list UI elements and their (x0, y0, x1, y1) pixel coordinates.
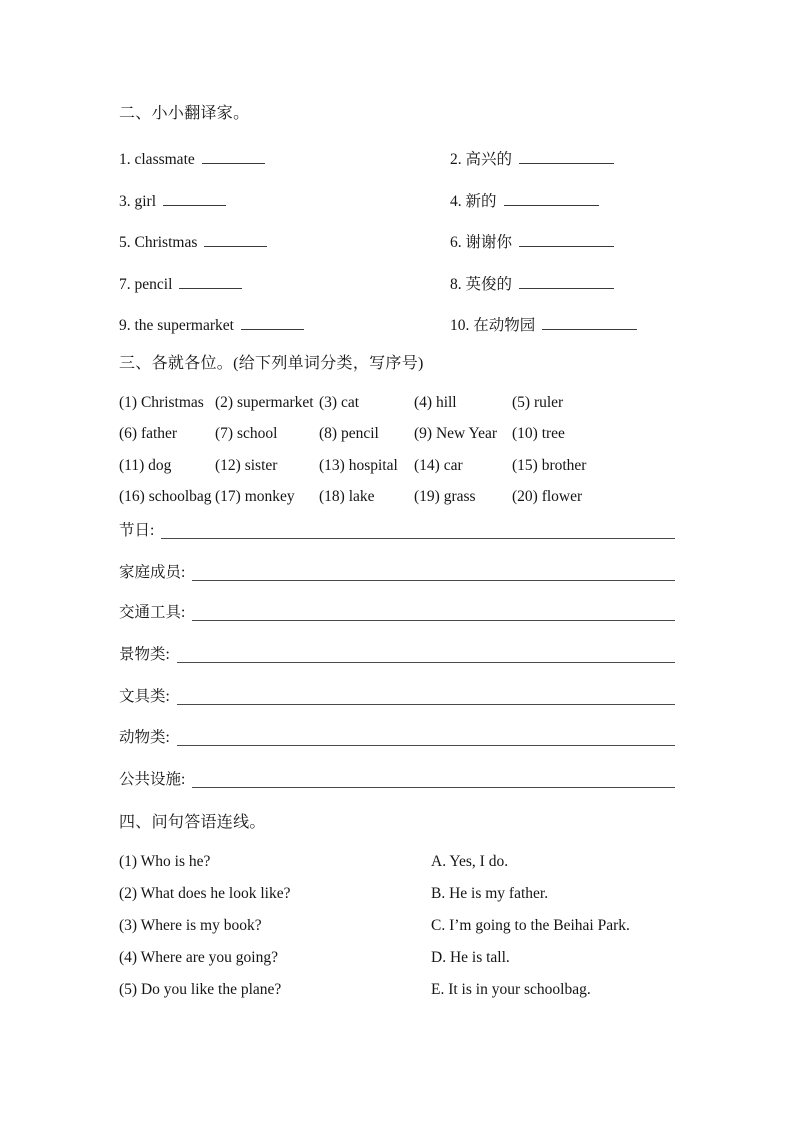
category-label: 景物类: (119, 646, 170, 663)
word-row (119, 425, 675, 443)
answer-rule-line (192, 770, 675, 788)
category-row (119, 728, 675, 748)
blank-line (519, 233, 614, 247)
answer-rule-line (192, 603, 675, 621)
category-label: 节日: (119, 522, 155, 539)
translation-item-label: 3. girl (119, 193, 157, 210)
translation-item (450, 150, 614, 169)
translation-item-label: 10. 在动物园 (450, 317, 536, 334)
matching-question: (2) What does he look like? (119, 885, 291, 902)
translation-item (119, 276, 242, 293)
word-row (119, 394, 675, 412)
blank-line (202, 150, 265, 164)
word-item: (8) pencil (319, 425, 379, 442)
blank-line (241, 316, 304, 330)
translation-row (119, 275, 675, 293)
translation-item-label: 6. 谢谢你 (450, 234, 513, 251)
translation-item (119, 151, 265, 168)
matching-answer: C. I’m going to the Beihai Park. (431, 917, 630, 934)
translation-item (450, 275, 614, 294)
category-label: 文具类: (119, 688, 170, 705)
category-label: 家庭成员: (119, 564, 186, 581)
word-item: (12) sister (215, 457, 278, 474)
matching-answer: A. Yes, I do. (431, 853, 509, 870)
section-classify-title: 三、各就各位。(给下列单词分类，写序号) (119, 355, 424, 372)
answer-rule-line (192, 563, 675, 581)
word-item: (14) car (414, 457, 463, 474)
matching-row (119, 853, 675, 871)
word-item: (5) ruler (512, 394, 564, 411)
matching-question: (1) Who is he? (119, 853, 211, 870)
word-item: (7) school (215, 425, 278, 442)
blank-line (204, 233, 267, 247)
category-label: 动物类: (119, 729, 170, 746)
blank-line (163, 192, 226, 206)
word-row (119, 488, 675, 506)
translation-item (119, 234, 267, 251)
word-item: (6) father (119, 425, 178, 442)
word-item: (20) flower (512, 488, 583, 505)
matching-row (119, 917, 675, 935)
section-matching-title: 四、问句答语连线。 (119, 814, 266, 831)
translation-row (119, 192, 675, 210)
translation-item-label: 9. the supermarket (119, 317, 234, 334)
answer-rule-line (177, 645, 675, 663)
translation-item-label: 2. 高兴的 (450, 151, 513, 168)
answer-rule-line (161, 521, 675, 539)
word-item: (15) brother (512, 457, 587, 474)
word-item: (17) monkey (215, 488, 295, 505)
word-item: (9) New Year (414, 425, 498, 442)
blank-line (519, 150, 614, 164)
category-row (119, 645, 675, 665)
word-item: (13) hospital (319, 457, 398, 474)
matching-question: (5) Do you like the plane? (119, 981, 282, 998)
category-row (119, 563, 675, 583)
translation-item-label: 7. pencil (119, 276, 173, 293)
word-row (119, 457, 675, 475)
translation-item (450, 233, 614, 252)
translation-item-label: 5. Christmas (119, 234, 198, 251)
matching-row (119, 949, 675, 967)
translation-item-label: 4. 新的 (450, 193, 497, 210)
category-row (119, 687, 675, 707)
translation-row (119, 316, 675, 334)
matching-row (119, 981, 675, 999)
word-item: (18) lake (319, 488, 375, 505)
category-row (119, 603, 675, 623)
word-item: (16) schoolbag (119, 488, 212, 505)
category-label: 公共设施: (119, 771, 186, 788)
blank-line (504, 192, 599, 206)
translation-item (119, 193, 226, 210)
matching-row (119, 885, 675, 903)
matching-answer: B. He is my father. (431, 885, 549, 902)
word-item: (2) supermarket (215, 394, 314, 411)
translation-item-label: 8. 英俊的 (450, 276, 513, 293)
answer-rule-line (177, 687, 675, 705)
matching-question: (3) Where is my book? (119, 917, 262, 934)
blank-line (542, 316, 637, 330)
category-row (119, 521, 675, 541)
section-translation-title: 二、小小翻译家。 (119, 105, 250, 122)
word-item: (11) dog (119, 457, 172, 474)
word-item: (3) cat (319, 394, 360, 411)
word-item: (4) hill (414, 394, 457, 411)
word-item: (1) Christmas (119, 394, 204, 411)
matching-question: (4) Where are you going? (119, 949, 278, 966)
translation-item-label: 1. classmate (119, 151, 195, 168)
translation-row (119, 150, 675, 168)
translation-row (119, 233, 675, 251)
blank-line (519, 275, 614, 289)
matching-answer: D. He is tall. (431, 949, 510, 966)
translation-item (119, 317, 304, 334)
translation-item (450, 192, 599, 211)
matching-answer: E. It is in your schoolbag. (431, 981, 591, 998)
answer-rule-line (177, 728, 675, 746)
word-item: (19) grass (414, 488, 476, 505)
category-row (119, 770, 675, 790)
word-item: (10) tree (512, 425, 565, 442)
translation-item (450, 316, 637, 335)
category-label: 交通工具: (119, 604, 186, 621)
blank-line (179, 275, 242, 289)
